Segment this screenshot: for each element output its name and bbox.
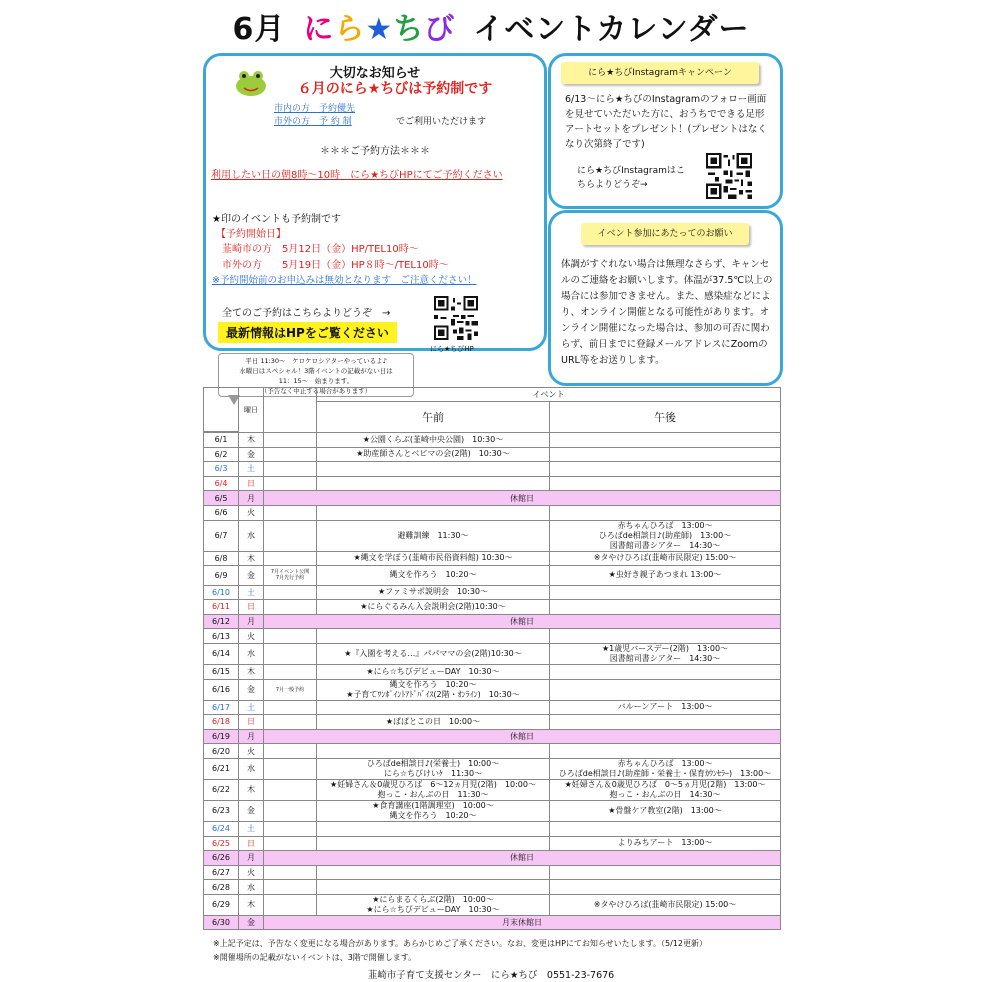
calendar-date: 6/18 bbox=[204, 715, 239, 730]
calendar-row bbox=[204, 744, 781, 759]
calendar-note bbox=[264, 800, 317, 821]
calendar-weekday: 日 bbox=[239, 476, 264, 491]
am-event bbox=[317, 700, 550, 715]
calendar-row bbox=[204, 629, 781, 644]
footer-location-note: ※開催場所の記載がないイベントは、3階で開催します。 bbox=[213, 953, 417, 962]
calendar-weekday: 土 bbox=[239, 585, 264, 600]
calendar-date: 6/24 bbox=[204, 821, 239, 836]
calendar-weekday: 火 bbox=[239, 629, 264, 644]
calendar-date: 6/30 bbox=[204, 915, 239, 930]
calendar-row bbox=[204, 700, 781, 715]
calendar-weekday: 月 bbox=[239, 851, 264, 866]
calendar-weekday: 木 bbox=[239, 433, 264, 448]
calendar-date: 6/9 bbox=[204, 565, 239, 585]
closed-day-label: 休館日 bbox=[264, 614, 781, 629]
calendar-row bbox=[204, 565, 781, 585]
calendar-note bbox=[264, 629, 317, 644]
calendar-row bbox=[204, 462, 781, 477]
calendar-weekday: 月 bbox=[239, 729, 264, 744]
am-event: ひろばde相談日♪(栄養士) 10:00〜 にら☆ちびけいｹ 11:30〜 bbox=[317, 758, 550, 779]
calendar-body bbox=[204, 433, 781, 930]
calendar-note bbox=[264, 643, 317, 664]
calendar-note bbox=[264, 894, 317, 915]
calendar-weekday: 水 bbox=[239, 880, 264, 895]
notice-title: 大切なお知らせ bbox=[329, 66, 421, 81]
calendar-date: 6/15 bbox=[204, 664, 239, 679]
calendar-date: 6/28 bbox=[204, 880, 239, 895]
calendar-note bbox=[264, 462, 317, 477]
calendar-row bbox=[204, 915, 781, 930]
calendar-note bbox=[264, 433, 317, 448]
calendar-weekday: 土 bbox=[239, 700, 264, 715]
calendar-row bbox=[204, 643, 781, 664]
title-month: 6月 bbox=[232, 12, 286, 47]
am-event: ★縄文を学ぼう(韮崎市民俗資料館) 10:30〜 bbox=[317, 551, 550, 565]
pm-event bbox=[550, 433, 781, 448]
calendar-row bbox=[204, 585, 781, 600]
event-header: イベント bbox=[317, 388, 781, 402]
am-event: ★にらまるくらぶ(2階) 10:00〜 ★にら☆ちびデビューDAY 10:30〜 bbox=[317, 894, 550, 915]
calendar-date: 6/16 bbox=[204, 679, 239, 700]
calendar-row bbox=[204, 729, 781, 744]
dow-header: 曜日 bbox=[239, 388, 264, 433]
am-event: ★公園くらぶ(韮崎中央公園) 10:30〜 bbox=[317, 433, 550, 448]
closed-day-label: 休館日 bbox=[264, 729, 781, 744]
calendar-row bbox=[204, 880, 781, 895]
am-event bbox=[317, 744, 550, 759]
calendar-note bbox=[264, 821, 317, 836]
city-resident-link[interactable]: 市内の方 予約優先 bbox=[274, 104, 356, 114]
title-char: び bbox=[424, 12, 456, 47]
am-event: ★妊婦さん＆0歳児ひろば 6〜12ヵ月児(2階) 10:00〜 抱っこ・おんぶの日 11:30〜 bbox=[317, 779, 550, 800]
closed-day-label: 休館日 bbox=[264, 491, 781, 506]
calendar-weekday: 水 bbox=[239, 758, 264, 779]
am-event: ★食育講座(1階調理室) 10:00〜 縄文を作ろう 10:20〜 bbox=[317, 800, 550, 821]
bubble-line: 水曜日はスペシャル！3階イベントの記載がない日は bbox=[239, 367, 393, 375]
calendar-date: 6/8 bbox=[204, 551, 239, 565]
calendar-row bbox=[204, 447, 781, 462]
pm-event bbox=[550, 585, 781, 600]
calendar-date: 6/2 bbox=[204, 447, 239, 462]
date-header-cell bbox=[204, 388, 239, 432]
pm-event: ★虫好き親子あつまれ 13:00〜 bbox=[550, 565, 781, 585]
calendar-weekday: 木 bbox=[239, 779, 264, 800]
calendar-weekday: 日 bbox=[239, 600, 264, 615]
bubble-line: （予告なく中止する場合があります） bbox=[260, 387, 372, 395]
calendar-row bbox=[204, 851, 781, 866]
calendar-row bbox=[204, 520, 781, 551]
calendar-row bbox=[204, 614, 781, 629]
calendar-note bbox=[264, 779, 317, 800]
footer-change-note: ※上記予定は、予告なく変更になる場合があります。あらかじめご了承ください。なお、変更はHPにてお知らせいたします。（5/12更新） bbox=[213, 939, 707, 948]
am-event: 縄文を作ろう 10:20〜 bbox=[317, 565, 550, 585]
calendar-date: 6/23 bbox=[204, 800, 239, 821]
calendar-note bbox=[264, 585, 317, 600]
pm-event bbox=[550, 600, 781, 615]
pm-event: バルーンアート 13:00〜 bbox=[550, 700, 781, 715]
calendar-date: 6/21 bbox=[204, 758, 239, 779]
pm-event bbox=[550, 744, 781, 759]
calendar-row bbox=[204, 715, 781, 730]
am-event bbox=[317, 629, 550, 644]
calendar-row bbox=[204, 600, 781, 615]
calendar-weekday: 金 bbox=[239, 565, 264, 585]
calendar-date: 6/11 bbox=[204, 600, 239, 615]
calendar-weekday: 火 bbox=[239, 744, 264, 759]
pm-event bbox=[550, 880, 781, 895]
pm-event bbox=[550, 821, 781, 836]
participation-notice-text: 体調がすぐれない場合は無理なさらず、キャンセルのご連絡をお願いします。体温が37.5℃以上の場合には参加できません。また、感染症などにより、オンライン開催となる可能性があります。オンライン開催になった場合は、参加の可否に関わらず、前日までに登録メールアドレスにZoomのURL等をお送りします。 bbox=[561, 259, 773, 366]
am-event: ★助産師さんとベビマの会(2階) 10:30〜 bbox=[317, 447, 550, 462]
calendar-row bbox=[204, 433, 781, 448]
page-title bbox=[0, 4, 982, 47]
calendar-date: 6/22 bbox=[204, 779, 239, 800]
pm-event: 赤ちゃんひろば 13:00〜 ひろばde相談日♪(助産師) 13:00〜 図書館司書シアター 14:30〜 bbox=[550, 520, 781, 551]
calendar-weekday: 土 bbox=[239, 462, 264, 477]
calendar-weekday: 火 bbox=[239, 505, 264, 520]
pm-event: ★1歳児バースデー(2階) 13:00〜 図書館司書シアター 14:30〜 bbox=[550, 643, 781, 664]
all-reservations-text: 全てのご予約はこちらよりどうぞ → bbox=[222, 308, 391, 319]
closed-day-label: 月末休館日 bbox=[264, 915, 781, 930]
calendar-note bbox=[264, 744, 317, 759]
calendar-note bbox=[264, 758, 317, 779]
warning-text: ※予約開始前のお申込みは無効となります ご注意ください！ bbox=[212, 275, 477, 286]
am-event bbox=[317, 836, 550, 851]
calendar-row bbox=[204, 836, 781, 851]
calendar-weekday: 水 bbox=[239, 520, 264, 551]
calendar-weekday: 金 bbox=[239, 447, 264, 462]
closed-day-label: 休館日 bbox=[264, 851, 781, 866]
calendar-note bbox=[264, 476, 317, 491]
am-event bbox=[317, 505, 550, 520]
instagram-campaign-box bbox=[548, 53, 783, 209]
calendar-date: 6/25 bbox=[204, 836, 239, 851]
note-header-cell bbox=[264, 388, 317, 433]
title-rest: イベントカレンダー bbox=[473, 12, 750, 47]
am-event bbox=[317, 865, 550, 880]
instagram-campaign-heading: にら★ちびInstagramキャンペーン bbox=[561, 62, 759, 84]
am-header: 午前 bbox=[317, 402, 550, 433]
calendar-note: 7月一般予約 bbox=[264, 679, 317, 700]
pm-event: ※タやけひろば(韮崎市民限定) 15:00〜 bbox=[550, 894, 781, 915]
calendar-row bbox=[204, 865, 781, 880]
am-event bbox=[317, 880, 550, 895]
calendar-date: 6/19 bbox=[204, 729, 239, 744]
calendar-note bbox=[264, 505, 317, 520]
start-date-label: 【予約開始日】 bbox=[216, 229, 286, 240]
pm-event bbox=[550, 715, 781, 730]
instagram-link-text: にら★ちびInstagramはこちらよりどうぞ→ bbox=[577, 166, 685, 190]
pm-event: よりみちアート 13:00〜 bbox=[550, 836, 781, 851]
calendar-note bbox=[264, 700, 317, 715]
calendar-note bbox=[264, 836, 317, 851]
instagram-campaign-text: 6/13〜にら★ちびのInstagramのフォロー画面を見せていただいた方に、おうちでできる足形アートセットをプレゼント！(プレゼントはなくなり次第終了です) bbox=[565, 94, 767, 150]
footer-contact: 韮崎市子育て支援センター にら★ちび 0551-23-7676 bbox=[367, 970, 615, 981]
notice-subtitle: ６月のにら★ちびは予約制です bbox=[297, 81, 493, 97]
calendar-weekday: 金 bbox=[239, 915, 264, 930]
calendar-date: 6/13 bbox=[204, 629, 239, 644]
calendar-weekday: 日 bbox=[239, 836, 264, 851]
am-event bbox=[317, 821, 550, 836]
am-event: 縄文を作ろう 10:20〜 ★子育てﾜﾝﾎﾟｲﾝﾄｱﾄﾞﾊﾞｲｽ(2階・ｵﾝﾗｲﾝ) 10:30〜 bbox=[317, 679, 550, 700]
calendar-row bbox=[204, 800, 781, 821]
calendar-row bbox=[204, 476, 781, 491]
calendar-row bbox=[204, 894, 781, 915]
am-event: 避難訓練 11:30〜 bbox=[317, 520, 550, 551]
calendar-note bbox=[264, 520, 317, 551]
calendar-date: 6/1 bbox=[204, 433, 239, 448]
pm-header: 午後 bbox=[550, 402, 781, 433]
calendar-note bbox=[264, 664, 317, 679]
calendar-note bbox=[264, 447, 317, 462]
reservation-notice-box bbox=[203, 53, 547, 351]
calendar-row bbox=[204, 551, 781, 565]
calendar-date: 6/6 bbox=[204, 505, 239, 520]
bubble-line: 11：15〜 始まります。 bbox=[278, 377, 354, 385]
calendar-date: 6/26 bbox=[204, 851, 239, 866]
non-resident-link[interactable]: 市外の方 予 約 制 bbox=[274, 117, 352, 127]
calendar-weekday: 金 bbox=[239, 679, 264, 700]
calendar-weekday: 火 bbox=[239, 865, 264, 880]
calendar-date: 6/29 bbox=[204, 894, 239, 915]
pm-event: ★骨盤ケア教室(2階) 13:00〜 bbox=[550, 800, 781, 821]
am-event: ★にらぐるみん入会説明会(2階)10:30〜 bbox=[317, 600, 550, 615]
am-event bbox=[317, 462, 550, 477]
calendar-date: 6/12 bbox=[204, 614, 239, 629]
calendar-date: 6/17 bbox=[204, 700, 239, 715]
calendar-date: 6/7 bbox=[204, 520, 239, 551]
calendar-row bbox=[204, 758, 781, 779]
pm-event: 赤ちゃんひろば 13:00〜 ひろばde相談日♪(助産師・栄養士・保育ｶｳﾝｾﾗｰ) 13:00〜 bbox=[550, 758, 781, 779]
bubble-line: 平日 11:30〜 ケロケロシアターやっているよ♪ bbox=[245, 357, 387, 365]
non-city-start-date: 市外の方 5月19日（金）HP８時〜/TEL10時〜 bbox=[222, 260, 449, 271]
calendar-weekday: 土 bbox=[239, 821, 264, 836]
calendar-date: 6/5 bbox=[204, 491, 239, 506]
pm-event bbox=[550, 447, 781, 462]
pm-event bbox=[550, 629, 781, 644]
am-event: ★ぱぱとこの日 10:00〜 bbox=[317, 715, 550, 730]
calendar-date: 6/27 bbox=[204, 865, 239, 880]
calendar-weekday: 木 bbox=[239, 551, 264, 565]
calendar-weekday: 金 bbox=[239, 800, 264, 821]
star-events-text: ★印のイベントも予約制です bbox=[212, 214, 341, 225]
calendar-row bbox=[204, 664, 781, 679]
reservation-time-text: 利用したい日の朝8時〜10時 にら★ちびHPにてご予約ください bbox=[211, 170, 503, 181]
calendar-note: 7月イベント公開 7月先行予約 bbox=[264, 565, 317, 585]
calendar-row bbox=[204, 821, 781, 836]
calendar-note bbox=[264, 551, 317, 565]
am-event bbox=[317, 476, 550, 491]
calendar-weekday: 日 bbox=[239, 715, 264, 730]
calendar-date: 6/20 bbox=[204, 744, 239, 759]
usage-text: でご利用いただけます bbox=[396, 117, 487, 127]
am-event: ★『入園を考える…』パパママの会(2階)10:30〜 bbox=[317, 643, 550, 664]
calendar-row bbox=[204, 491, 781, 506]
pm-event: ※タやけひろば(韮崎市民限定) 15:00〜 bbox=[550, 551, 781, 565]
calendar-note bbox=[264, 880, 317, 895]
event-calendar-table bbox=[203, 387, 781, 930]
pm-event bbox=[550, 679, 781, 700]
pm-event bbox=[550, 865, 781, 880]
calendar-weekday: 月 bbox=[239, 614, 264, 629]
participation-notice-heading: イベント参加にあたってのお願い bbox=[581, 223, 749, 245]
calendar-weekday: 木 bbox=[239, 664, 264, 679]
hp-qr-label: にら★ちびHP bbox=[430, 345, 474, 353]
pm-event bbox=[550, 462, 781, 477]
calendar-row bbox=[204, 779, 781, 800]
city-start-date: 韮崎市の方 5月12日（金）HP/TEL10時〜 bbox=[222, 244, 419, 255]
calendar-date: 6/3 bbox=[204, 462, 239, 477]
title-char: に bbox=[303, 12, 335, 47]
title-char: ち bbox=[393, 12, 425, 47]
participation-notice-box bbox=[548, 210, 783, 386]
pm-event bbox=[550, 505, 781, 520]
calendar-note bbox=[264, 600, 317, 615]
instagram-qr-code-icon[interactable] bbox=[706, 153, 752, 199]
pm-event bbox=[550, 664, 781, 679]
calendar-date: 6/10 bbox=[204, 585, 239, 600]
pm-event: ★妊婦さん＆0歳児ひろば 0〜5ヵ月児(2階) 13:00〜 抱っこ・おんぶの日 14:30〜 bbox=[550, 779, 781, 800]
hp-qr-code-icon[interactable] bbox=[434, 296, 478, 340]
am-event: ★ファミサポ説明会 10:30〜 bbox=[317, 585, 550, 600]
title-char: ら bbox=[334, 12, 366, 47]
calendar-row bbox=[204, 505, 781, 520]
calendar-weekday: 月 bbox=[239, 491, 264, 506]
pm-event bbox=[550, 476, 781, 491]
title-char: ★ bbox=[365, 12, 394, 47]
calendar-row bbox=[204, 679, 781, 700]
calendar-weekday: 木 bbox=[239, 894, 264, 915]
latest-info-highlight: 最新情報はHPをご覧ください bbox=[218, 322, 397, 343]
calendar-date: 6/14 bbox=[204, 643, 239, 664]
calendar-date: 6/4 bbox=[204, 476, 239, 491]
am-event: ★にら☆ちびデビューDAY 10:30〜 bbox=[317, 664, 550, 679]
calendar-note bbox=[264, 865, 317, 880]
how-to-reserve-heading: ＊＊＊ご予約方法＊＊＊ bbox=[320, 146, 430, 157]
calendar-weekday: 水 bbox=[239, 643, 264, 664]
calendar-note bbox=[264, 715, 317, 730]
